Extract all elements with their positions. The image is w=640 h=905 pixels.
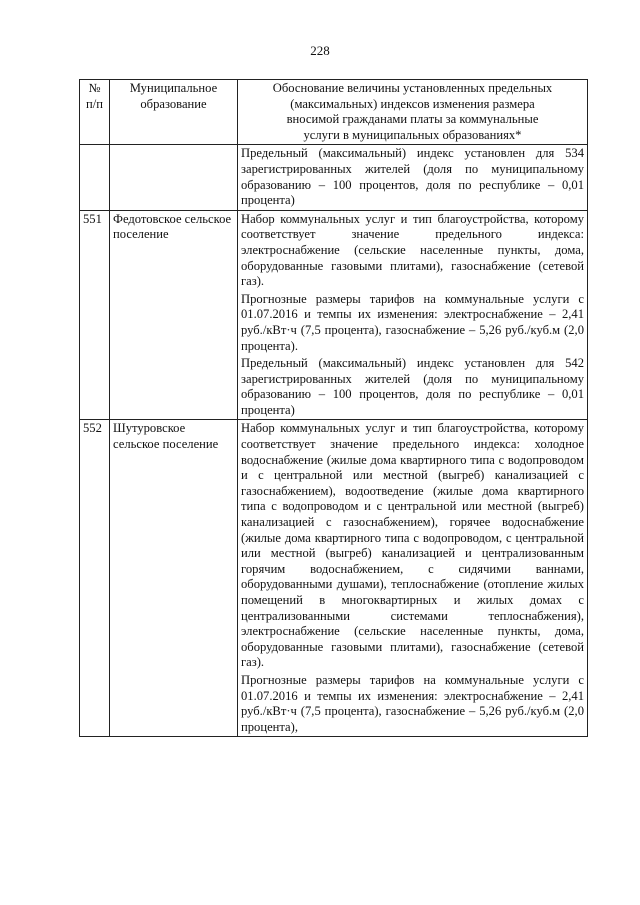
row-text-cell [238,210,588,420]
row-paragraph: Прогнозные размеры тарифов на коммунальные услуги с 01.07.2016 и темпы их изменения: электроснабжение – 2,41 руб./кВт·ч (7,5 процента), газоснабжение – 5,26 руб./куб.м (2,0 процента). [241,291,584,353]
row-municipality-cell: Федотовское сельское поселение [110,210,238,420]
tariff-justification-table [79,79,588,737]
row-municipality-cell [110,145,238,210]
row-text-cell [238,145,588,210]
header-num-line: № [88,81,101,95]
table-row-552 [80,420,588,737]
table-row-551 [80,210,588,420]
header-municipality [110,80,238,145]
row-num-cell [80,145,110,210]
row-paragraph: Прогнозные размеры тарифов на коммунальные услуги с 01.07.2016 и темпы их изменения: электроснабжение – 2,41 руб./кВт·ч (7,5 процента), газоснабжение – 5,26 руб./куб.м (2,0 процента), [241,672,584,734]
header-num-line: п/п [86,96,103,111]
header-municipality-line: Муниципальное [129,81,218,95]
header-justification-line: услуги в муниципальных образованиях* [303,127,522,142]
table-row-continuation [80,145,588,210]
row-num-cell: 551 [80,210,110,420]
row-paragraph: Предельный (максимальный) индекс установлен для 534 зарегистрированных жителей (доля по муниципальному образованию – 100 процентов, доля по республике – 0,01 процента) [241,146,584,208]
header-justification [238,80,588,145]
row-paragraph: Набор коммунальных услуг и тип благоустройства, которому соответствует значение предельного индекса: холодное водоснабжение (жилые дома квартирного типа с водопроводом и с центральной или местной (выгреб) канализацией с газоснабжением), водоотведение (жилые дома квартирного типа с водопроводом и с центральной или местной (выгреб) канализацией с газоснабжением), горячее водоснабжение (жилые дома квартирного типа с водопроводом, с центральной или местной (выгреб) канализацией и централизованным горячим водоснабжением, с сидячими ваннами, оборудованными душами), теплоснабжение (отопление жилых помещений в многоквартирных и жилых домах с централизованными системами теплоснабжения), электроснабжение (сельские населенные пункты, дома, оборудованные газовыми плитами), газоснабжение (сетевой газ). [241,421,584,670]
table-header-row [80,80,588,145]
row-paragraph: Предельный (максимальный) индекс установлен для 542 зарегистрированных жителей (доля по муниципальному образованию – 100 процентов, доля по республике – 0,01 процента) [241,356,584,417]
header-justification-line: вносимой гражданами платы за коммунальные [286,112,539,127]
header-justification-line: (максимальных) индексов изменения размера [290,96,535,111]
header-num [80,80,110,145]
page-number: 228 [310,43,330,58]
row-text-cell [238,420,588,737]
header-justification-line: Обоснование величины установленных предельных [272,81,553,95]
header-municipality-line: образование [140,96,207,111]
row-num-cell: 552 [80,420,110,737]
row-paragraph: Набор коммунальных услуг и тип благоустройства, которому соответствует значение предельного индекса: электроснабжение (сельские населенные пункты, дома, оборудованные газовыми плитами), газоснабжение (сетевой газ). [241,211,584,289]
row-municipality-cell: Шутуровское сельское поселение [110,420,238,737]
